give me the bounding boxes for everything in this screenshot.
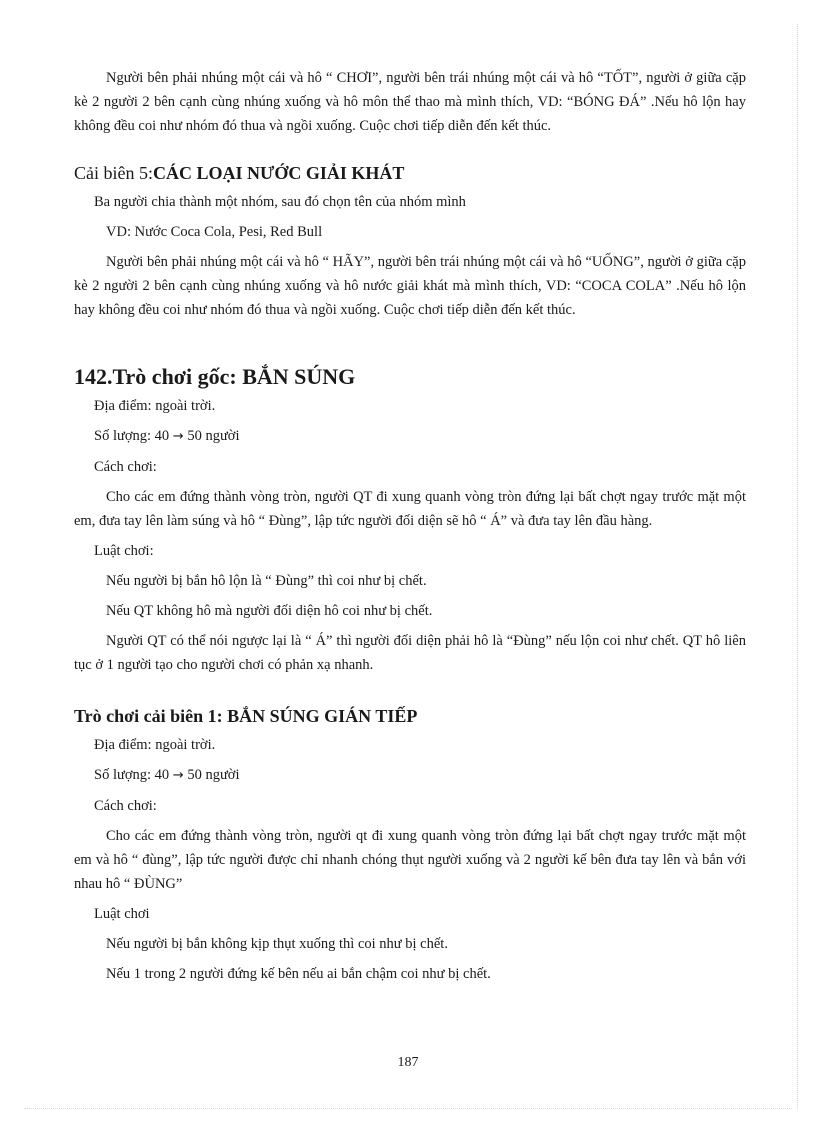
page-number: 187 (397, 1055, 419, 1070)
game142-quantity-prefix: Số lượng: 40 (94, 428, 173, 444)
variant5-heading-prefix: Cải biên 5: (74, 163, 153, 183)
variant1-quantity-suffix: 50 người (183, 767, 240, 783)
game142-rules-label: Luật chơi: (94, 543, 154, 559)
game142-rule1: Nếu người bị bắn hô lộn là “ Đùng” thì coi như bị chết. (106, 573, 427, 589)
game142-rule2: Nếu QT không hô mà người đối diện hô coi như bị chết. (106, 603, 433, 619)
variant5-heading (74, 160, 746, 186)
variant1-how-label: Cách chơi: (94, 798, 157, 814)
variant5-line2: VD: Nước Coca Cola, Pesi, Red Bull (106, 224, 323, 240)
game142-rule3: Người QT có thể nói ngược lại là “ Á” thì người đối diện phải hô là “Đùng” nếu lộn coi như chết. QT hô liên tục ở 1 người tạo cho người chơi có phản xạ nhanh. (74, 633, 746, 673)
variant1-quantity (74, 763, 746, 788)
variant1-location: Địa điểm: ngoài trời. (94, 737, 216, 753)
intro-paragraph: Người bên phải nhúng một cái và hô “ CHƠI”, người bên trái nhúng một cái và hô “TỐT”, người ở giữa cặp kè 2 người 2 bên cạnh cùng nhúng xuống và hô môn thể thao mà mình thích, VD: “BÓNG ĐÁ” .Nếu hô lộn hay không đều coi như nhóm đó thua và ngồi xuống. Cuộc chơi tiếp diễn đến kết thúc. (74, 70, 746, 134)
variant1-rule2: Nếu 1 trong 2 người đứng kế bên nếu ai bắn chậm coi như bị chết. (106, 966, 491, 982)
variant1-heading: Trò chơi cải biên 1: BẮN SÚNG GIÁN TIẾP (74, 706, 418, 726)
variant1-rules-label: Luật chơi (94, 906, 150, 922)
game142-how-label: Cách chơi: (94, 459, 157, 475)
game142-quantity (74, 424, 746, 449)
game142-quantity-suffix: 50 người (183, 428, 240, 444)
footer-rule (24, 1108, 792, 1109)
variant1-quantity-prefix: Số lượng: 40 (94, 767, 173, 783)
variant1-how-text: Cho các em đứng thành vòng tròn, người qt đi xung quanh vòng tròn đứng lại bất chợt ngay trước mặt một em và hô “ đùng”, lập tức người được chỉ nhanh chóng thụt người xuống và 2 người kế bên đưa tay lên và bắn với nhau hô “ ĐÙNG” (74, 828, 746, 892)
margin-rule (797, 24, 798, 1109)
page-content (74, 66, 746, 992)
game142-location: Địa điểm: ngoài trời. (94, 398, 216, 414)
variant5-paragraph: Người bên phải nhúng một cái và hô “ HÃY”, người bên trái nhúng một cái và hô “UỐNG”, người ở giữa cặp kè 2 người 2 bên cạnh cùng nhúng xuống và hô nước giải khát mà mình thích, VD: “COCA COLA” .Nếu hô lộn hay không đều coi như nhóm đó thua và ngồi xuống. Cuộc chơi tiếp diễn đến kết thúc. (74, 254, 746, 318)
arrow-icon: → (172, 429, 184, 444)
variant1-rule1: Nếu người bị bắn không kịp thụt xuống thì coi như bị chết. (106, 936, 448, 952)
variant5-heading-main: CÁC LOẠI NƯỚC GIẢI KHÁT (153, 163, 405, 183)
variant5-line1: Ba người chia thành một nhóm, sau đó chọn tên của nhóm mình (94, 194, 466, 210)
game142-how-text: Cho các em đứng thành vòng tròn, người QT đi xung quanh vòng tròn đứng lại bất chợt ngay trước mặt một em, đưa tay lên làm súng và hô “ Đùng”, lập tức người đối diện sẽ hô “ Á” và đưa tay lên đầu hàng. (74, 489, 746, 529)
arrow-icon: → (172, 768, 184, 783)
game142-heading: 142.Trò chơi gốc: BẮN SÚNG (74, 364, 356, 389)
